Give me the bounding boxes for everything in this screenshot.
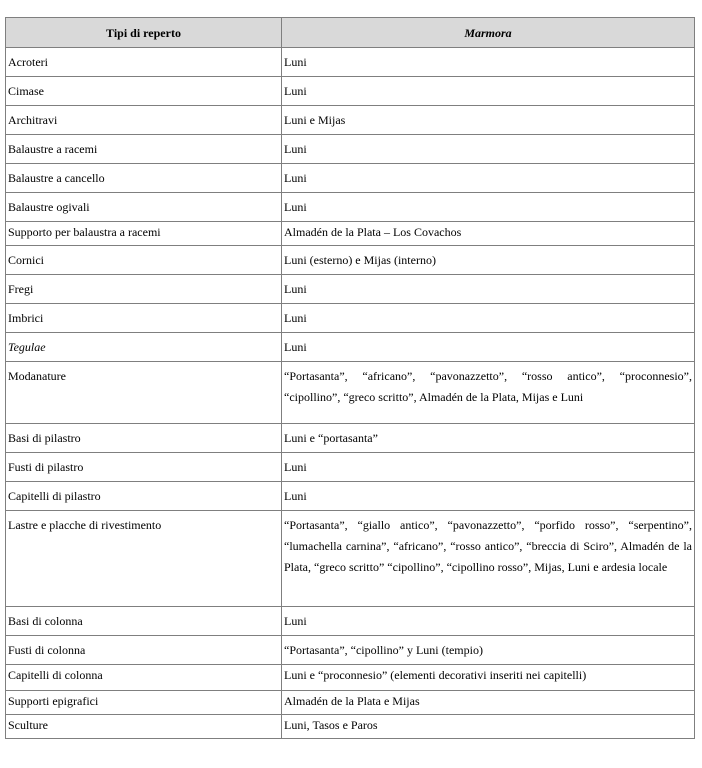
table-row (6, 48, 695, 77)
cell-tipo: Balaustre ogivali (6, 193, 282, 222)
cell-tipo: Supporti epigrafici (6, 691, 282, 715)
table-row (6, 222, 695, 246)
cell-tipo: Sculture (6, 715, 282, 739)
cell-tipo: Capitelli di pilastro (6, 482, 282, 511)
table-row (6, 691, 695, 715)
cell-tipo: Basi di pilastro (6, 424, 282, 453)
cell-tipo: Basi di colonna (6, 607, 282, 636)
table-row (6, 304, 695, 333)
table-row (6, 193, 695, 222)
table-row (6, 482, 695, 511)
cell-marmora: Luni (282, 48, 695, 77)
cell-tipo: Fregi (6, 275, 282, 304)
cell-tipo: Imbrici (6, 304, 282, 333)
table-row (6, 135, 695, 164)
cell-marmora: Luni (282, 193, 695, 222)
cell-marmora: Luni (282, 482, 695, 511)
header-row (6, 18, 695, 48)
cell-tipo: Balaustre a racemi (6, 135, 282, 164)
table-row (6, 77, 695, 106)
cell-marmora: Luni (282, 275, 695, 304)
header-marmora: Marmora (282, 18, 695, 48)
table-row (6, 511, 695, 607)
cell-marmora: “Portasanta”, “cipollino” y Luni (tempio) (282, 636, 695, 665)
cell-marmora: Luni (282, 164, 695, 193)
table-row (6, 164, 695, 193)
table-row (6, 636, 695, 665)
table-row (6, 333, 695, 362)
cell-tipo: Capitelli di colonna (6, 665, 282, 691)
table-row (6, 106, 695, 135)
cell-tipo: Fusti di pilastro (6, 453, 282, 482)
cell-marmora: Luni (282, 304, 695, 333)
cell-marmora: Luni e Mijas (282, 106, 695, 135)
table-row (6, 246, 695, 275)
cell-tipo: Cornici (6, 246, 282, 275)
cell-marmora: Luni e “proconnesio” (elementi decorativi inseriti nei capitelli) (282, 665, 695, 691)
cell-tipo: Cimase (6, 77, 282, 106)
table-row (6, 715, 695, 739)
header-tipi-di-reperto: Tipi di reperto (6, 18, 282, 48)
cell-marmora: Luni (282, 453, 695, 482)
cell-tipo: Tegulae (6, 333, 282, 362)
cell-marmora: Luni (282, 77, 695, 106)
table-row (6, 424, 695, 453)
cell-marmora: Luni e “portasanta” (282, 424, 695, 453)
cell-marmora: Almadén de la Plata – Los Covachos (282, 222, 695, 246)
cell-marmora: “Portasanta”, “africano”, “pavonazzetto”, “rosso antico”, “proconnesio”, “cipollino”, “greco scritto”, Almadén de la Plata, Mijas e Luni (282, 362, 695, 424)
cell-marmora: Luni (282, 135, 695, 164)
cell-marmora: Luni (282, 333, 695, 362)
cell-tipo: Supporto per balaustra a racemi (6, 222, 282, 246)
table-row (6, 607, 695, 636)
table-row (6, 665, 695, 691)
cell-tipo: Lastre e placche di rivestimento (6, 511, 282, 607)
cell-marmora: Almadén de la Plata e Mijas (282, 691, 695, 715)
cell-marmora: Luni (esterno) e Mijas (interno) (282, 246, 695, 275)
cell-tipo: Acroteri (6, 48, 282, 77)
cell-tipo: Architravi (6, 106, 282, 135)
table-row (6, 453, 695, 482)
marmora-table (5, 17, 695, 739)
cell-tipo: Balaustre a cancello (6, 164, 282, 193)
cell-marmora: Luni, Tasos e Paros (282, 715, 695, 739)
cell-marmora: “Portasanta”, “giallo antico”, “pavonazzetto”, “porfido rosso”, “serpentino”, “lumachella carnina”, “africano”, “rosso antico”, “breccia di Sciro”, Almadén de la Plata, “greco scritto” “cipollino”, “cipollino rosso”, Mijas, Luni e ardesia locale (282, 511, 695, 607)
cell-marmora: Luni (282, 607, 695, 636)
cell-tipo: Modanature (6, 362, 282, 424)
cell-tipo: Fusti di colonna (6, 636, 282, 665)
table-row (6, 362, 695, 424)
table-row (6, 275, 695, 304)
